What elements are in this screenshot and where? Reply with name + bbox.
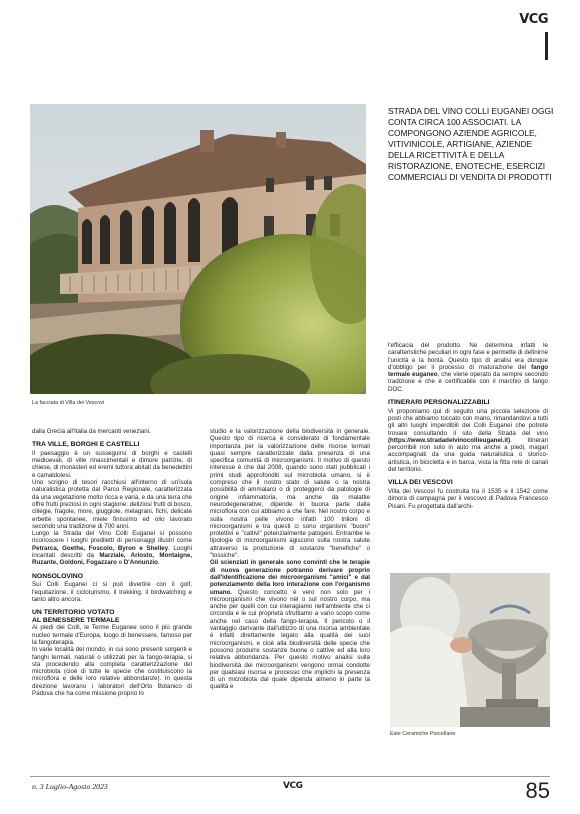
ceramics-photo-caption: Este Ceramiche Porcellane — [390, 731, 456, 737]
section-heading: VILLA DEI VESCOVI — [388, 479, 453, 487]
author-names: D'Annunzio — [123, 559, 158, 567]
section-heading: UN TERRITORIO VOTATO AL BENESSERE TERMALE — [32, 609, 120, 624]
paragraph: Sui Colli Euganei ci si può divertire con il golf, l'equitazione, il cicloturismo, il trekking, il birdwatching e tanto altro ancora. — [32, 581, 192, 603]
author-names: Petrarca, Goethe, Foscolo, Byron e Shelley — [32, 544, 169, 552]
footer-divider — [30, 776, 550, 777]
main-photo-caption: La facciata di Villa dei Vescovi — [32, 400, 105, 406]
paragraph: l'efficacia del prodotto. Ne determina infatti le caratteristiche peculiari in ogni fase e permette di definirne l'unicità e la bontà. Questo tipo di analisi era dunque d'obbligo per il processo di maturazione del fango termale euganeo, che viene operato da sempre secondo tradizione e che è certificabile con il marchio di fango DOC. — [388, 342, 548, 393]
text-column-3 — [388, 342, 548, 510]
magazine-logo: VCG — [519, 12, 548, 27]
author-names: Marziale, Ariosto, Montaigne, Ruzante, Goldoni, Fogazzaro — [32, 552, 193, 567]
paragraph: dalla Grecia all'Italia da mercanti veneziani. — [32, 428, 151, 435]
header-divider — [545, 32, 548, 60]
text-column-2 — [210, 428, 370, 691]
paragraph: Lungo la Strada del Vino Colli Euganei si possono riconoscere i luoghi prediletti di personaggi illustri come Petrarca, Goethe, Foscolo, Byron e Shelley. Luoghi incantati descritti da Marziale, Ariosto, Montaigne, Ruzante, Goldoni, Fogazzaro e D'Annunzio. — [32, 530, 193, 567]
callout-quote: STRADA DEL VINO COLLI EUGANEI OGGI CONTA CIRCA 100 ASSOCIATI. LA COMPONGONO AZIENDE AGRICOLE, VITIVINICOLE, ARTIGIANE, AZIENDE DELLA RICETTIVITÀ E DELLA RISTORAZIONE, ENOTECHE, ESERCIZI COMMERCIALI DI VENDITA DI PRODOTTI — [388, 106, 554, 182]
paragraph: Gli scienziati in generale sono convinti che le terapie di nuova generazione potranno derivare proprio dall'identificazione dei microorganismi "amici" e dal potenziamento della loro interazione con l'organismo umano. Questo concetto è vero non solo per i microorganismi che vivono nel o sul nostro corpo, ma anche per quelli con cui interagiamo nell'ambiente che ci circonda e le cui proprietà sfruttiamo a vario scopo come anche nel caso della fango-terapia. Il pericolo o il vantaggio derivante dall'utilizzo di una risorsa ambientale è infatti direttamente legato alla qualità dei suoi microorganismi, e cioè alla biodiversità delle specie che possono produrre sostanze buone o cattive ed alla loro relativa abbondanza. Per questo motivo analisi sulla biodiversità dei microorganismi vengono ormai condotte per qualsiasi risorsa e processo che implichi la presenza di un microbiota dal quale dipenda almeno in parte la qualità e — [210, 559, 370, 691]
section-heading: TRA VILLE, BORGHI E CASTELLI — [32, 441, 140, 449]
paragraph: Il paesaggio è un susseguirsi di borghi e castelli medioevali, di ville rinascimentali e dimore patrizie, di chiese, di monasteri ed eremi tuttora abitati da benedettini e camaldolesi. — [32, 449, 192, 479]
issue-label: n. 3 Luglio-Agosto 2023 — [32, 782, 108, 791]
paragraph: Vi proponiamo qui di seguito una piccola selezione di posti che abbiamo toccato con mano, rimandandovi a tutti gli altri luoghi imperdibili dei Colli Euganei che potrete trovare consultando il sito della Strada del vino (https://www.stradadelvinocollieuganei.it). Itinerari percorribili non solo in auto ma anche a piedi, magari accompagnati da una guida naturalistica o storico-artistica, in bicicletta e in barca, vista la fitta rete di canali del territorio. — [388, 407, 548, 474]
highlight-text: Gli scienziati in generale sono convinti che le terapie di nuova generazione potranno derivare proprio dall'identificazione dei microorganismi "amici" e dal potenziamento della loro interazione con l'organismo umano. — [210, 559, 370, 596]
section-heading: ITINERARI PERSONALIZZABILI — [388, 399, 490, 407]
villa-photo — [30, 104, 366, 394]
section-heading: NONSOLOVINO — [32, 572, 83, 580]
paragraph: Ai piedi dei Colli, le Terme Euganee sono il più grande nucleo termale d'Europa, luogo di benessere, famoso per la fangoterapia. — [32, 624, 192, 646]
paragraph: studio e la valorizzazione della biodiversità in generale. Questo tipo di ricerca è considerato di fondamentale importanza per la valorizzazione delle risorse termali quasi sempre caratterizzate dalla presenza di una specifica comunità di microorganismi. Il motivo di questo interesse è che dal 2008, quando sono stati pubblicati i primi studi approfonditi sul microbiota umano, si è compreso che il nostro stato di salute o la nostra possibilità di ammalarci o di proteggerci da patologie di origine infiammatoria, ma anche da malattie neurodegenerative, dipende in buona parte dalla microflora con cui abbiamo a che fare. Nel nostro corpo e sulla nostra pelle vivono infatti 100 trilioni di microorganismi e tra questi ci sono organismi "buoni" protettivi e "cattivi" potenzialmente patogeni. Entrambe le tipologie di microorganismi agiscono sulla nostra salute attraverso la produzione di sostanze "benefiche" o "tossiche". — [210, 428, 370, 560]
website-link[interactable]: (https://www.stradadelvinocollieuganei.it) — [388, 436, 511, 444]
footer-logo: VCG — [283, 781, 303, 791]
paragraph: Uno scrigno di tesori racchiusi all'interno di un'isola naturalistica protetta dal Parco Regionale, caratterizzata da una vegetazione molto ricca e varia, e da una terra che offre frutti preziosi in ogni stagione: deliziosi frutti di bosco, ciliegie, fragole, more, giuggiole, melagrani, fichi, delicate erbette spontanee, miele finissimo ed olio lavorato secondo una tradizione di 700 anni. — [32, 479, 192, 530]
highlight-text: fango termale euganeo — [388, 363, 548, 379]
text-column-1 — [32, 428, 192, 697]
paragraph: In varie località del mondo, in cui sono presenti sorgenti e fanghi termali, naturali o utilizzati per la fango-terapia, si sta procedendo alla completa caratterizzazione del microbiota (cioè di tutte le specie che costituiscono la microflora e delle loro relative abbondanze). In questa direzione lavorano i laboratori dell'Orto Botanico di Padova che ha come missione proprio lo — [32, 646, 192, 697]
ceramics-photo — [390, 573, 550, 727]
page-number: 85 — [525, 778, 550, 803]
paragraph: Villa dei Vescovi fu costruita tra il 1535 e il 1542 come dimora di campagna per il vescovo di Padova Francesco Pisani. Fu progettata dall'archi- — [388, 487, 548, 510]
